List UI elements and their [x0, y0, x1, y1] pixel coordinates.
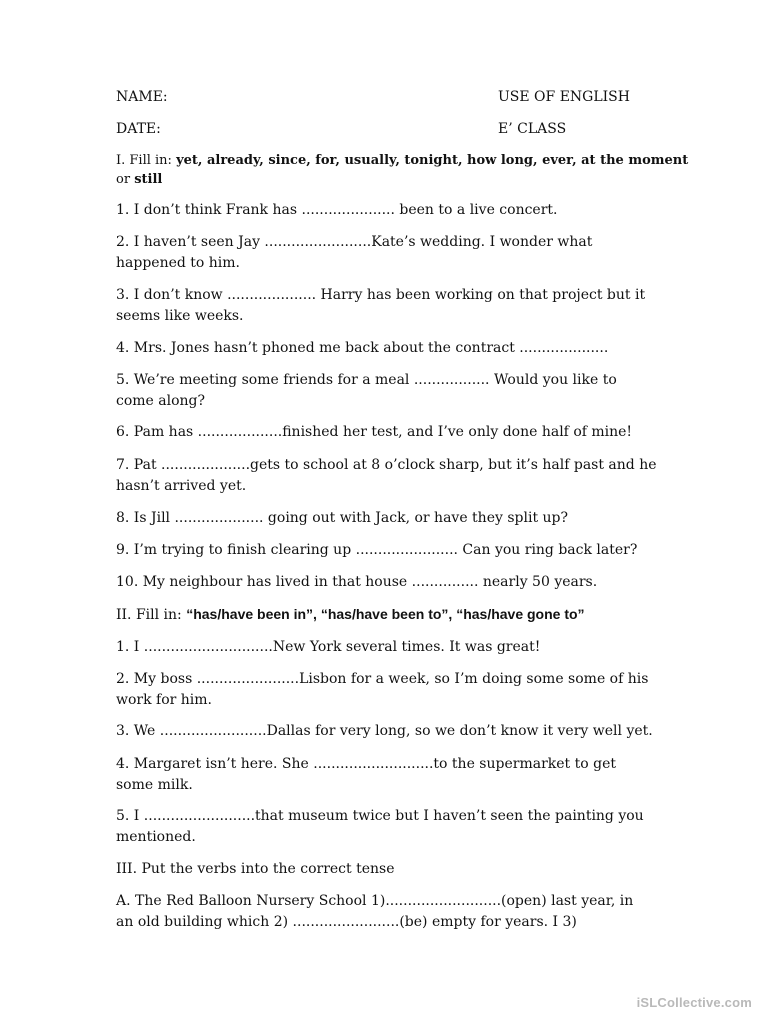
s2-item-2: 2. My boss .......................Lisbon for a week, so I’m doing some some of his: [116, 671, 649, 687]
s1-item-2-cont: happened to him.: [116, 255, 241, 271]
section3-heading: III. Put the verbs into the correct tense: [116, 861, 395, 877]
section1-instruction-cont: [116, 170, 162, 190]
name-label: NAME:: [116, 89, 168, 105]
s1-item-10: 10. My neighbour has lived in that house ............... nearly 50 years.: [116, 574, 598, 590]
section1-instruction: [116, 151, 688, 171]
class-label: E’ CLASS: [498, 121, 567, 137]
s1-item-7-cont: hasn’t arrived yet.: [116, 478, 247, 494]
s2-item-1: 1. I .............................New York several times. It was great!: [116, 639, 541, 655]
section1-prefix: I. Fill in:: [116, 153, 177, 168]
s2-item-4: 4. Margaret isn’t here. She ...........................to the supermarket to get: [116, 756, 616, 772]
s1-item-2: 2. I haven’t seen Jay ........................Kate’s wedding. I wonder what: [116, 234, 593, 250]
site-watermark: iSLCollective.com: [636, 995, 752, 1010]
s1-item-1: 1. I don’t think Frank has ..................... been to a live concert.: [116, 202, 558, 218]
s2-item-5: 5. I .........................that museum twice but I haven’t seen the painting you: [116, 808, 644, 824]
s1-item-6: 6. Pam has ...................finished her test, and I’ve only done half of mine!: [116, 424, 633, 440]
s1-item-9: 9. I’m trying to finish clearing up ....................... Can you ring back later?: [116, 542, 638, 558]
section1-word-list: yet, already, since, for, usually, tonight, how long, ever, at the moment: [176, 153, 689, 168]
s2-item-5-cont: mentioned.: [116, 829, 196, 845]
s2-item-4-cont: some milk.: [116, 777, 193, 793]
section2-instruction: [116, 604, 585, 625]
s3-text-line-1: A. The Red Balloon Nursery School 1)..........................(open) last year, in: [116, 893, 634, 909]
s1-item-7: 7. Pat ....................gets to school at 8 o’clock sharp, but it’s half past and he: [116, 457, 657, 473]
date-label: DATE:: [116, 121, 161, 137]
worksheet-title: USE OF ENGLISH: [498, 89, 630, 105]
s1-item-3-cont: seems like weeks.: [116, 308, 244, 324]
section1-or: or: [116, 172, 135, 187]
s2-item-2-cont: work for him.: [116, 692, 213, 708]
s1-item-5-cont: come along?: [116, 393, 206, 409]
s1-item-3: 3. I don’t know .................... Harry has been working on that project but it: [116, 287, 646, 303]
s1-item-8: 8. Is Jill .................... going out with Jack, or have they split up?: [116, 510, 569, 526]
section1-word-still: still: [134, 172, 163, 187]
s1-item-5: 5. We’re meeting some friends for a meal ................. Would you like to: [116, 372, 617, 388]
s1-item-4: 4. Mrs. Jones hasn’t phoned me back about the contract ....................: [116, 340, 609, 356]
section2-prefix: II. Fill in:: [116, 607, 187, 623]
s2-item-3: 3. We ........................Dallas for very long, so we don’t know it very well yet.: [116, 723, 653, 739]
s3-text-line-2: an old building which 2) ........................(be) empty for years. I 3): [116, 914, 577, 930]
section2-options: “has/have been in”, “has/have been to”, “has/have gone to”: [186, 606, 585, 622]
